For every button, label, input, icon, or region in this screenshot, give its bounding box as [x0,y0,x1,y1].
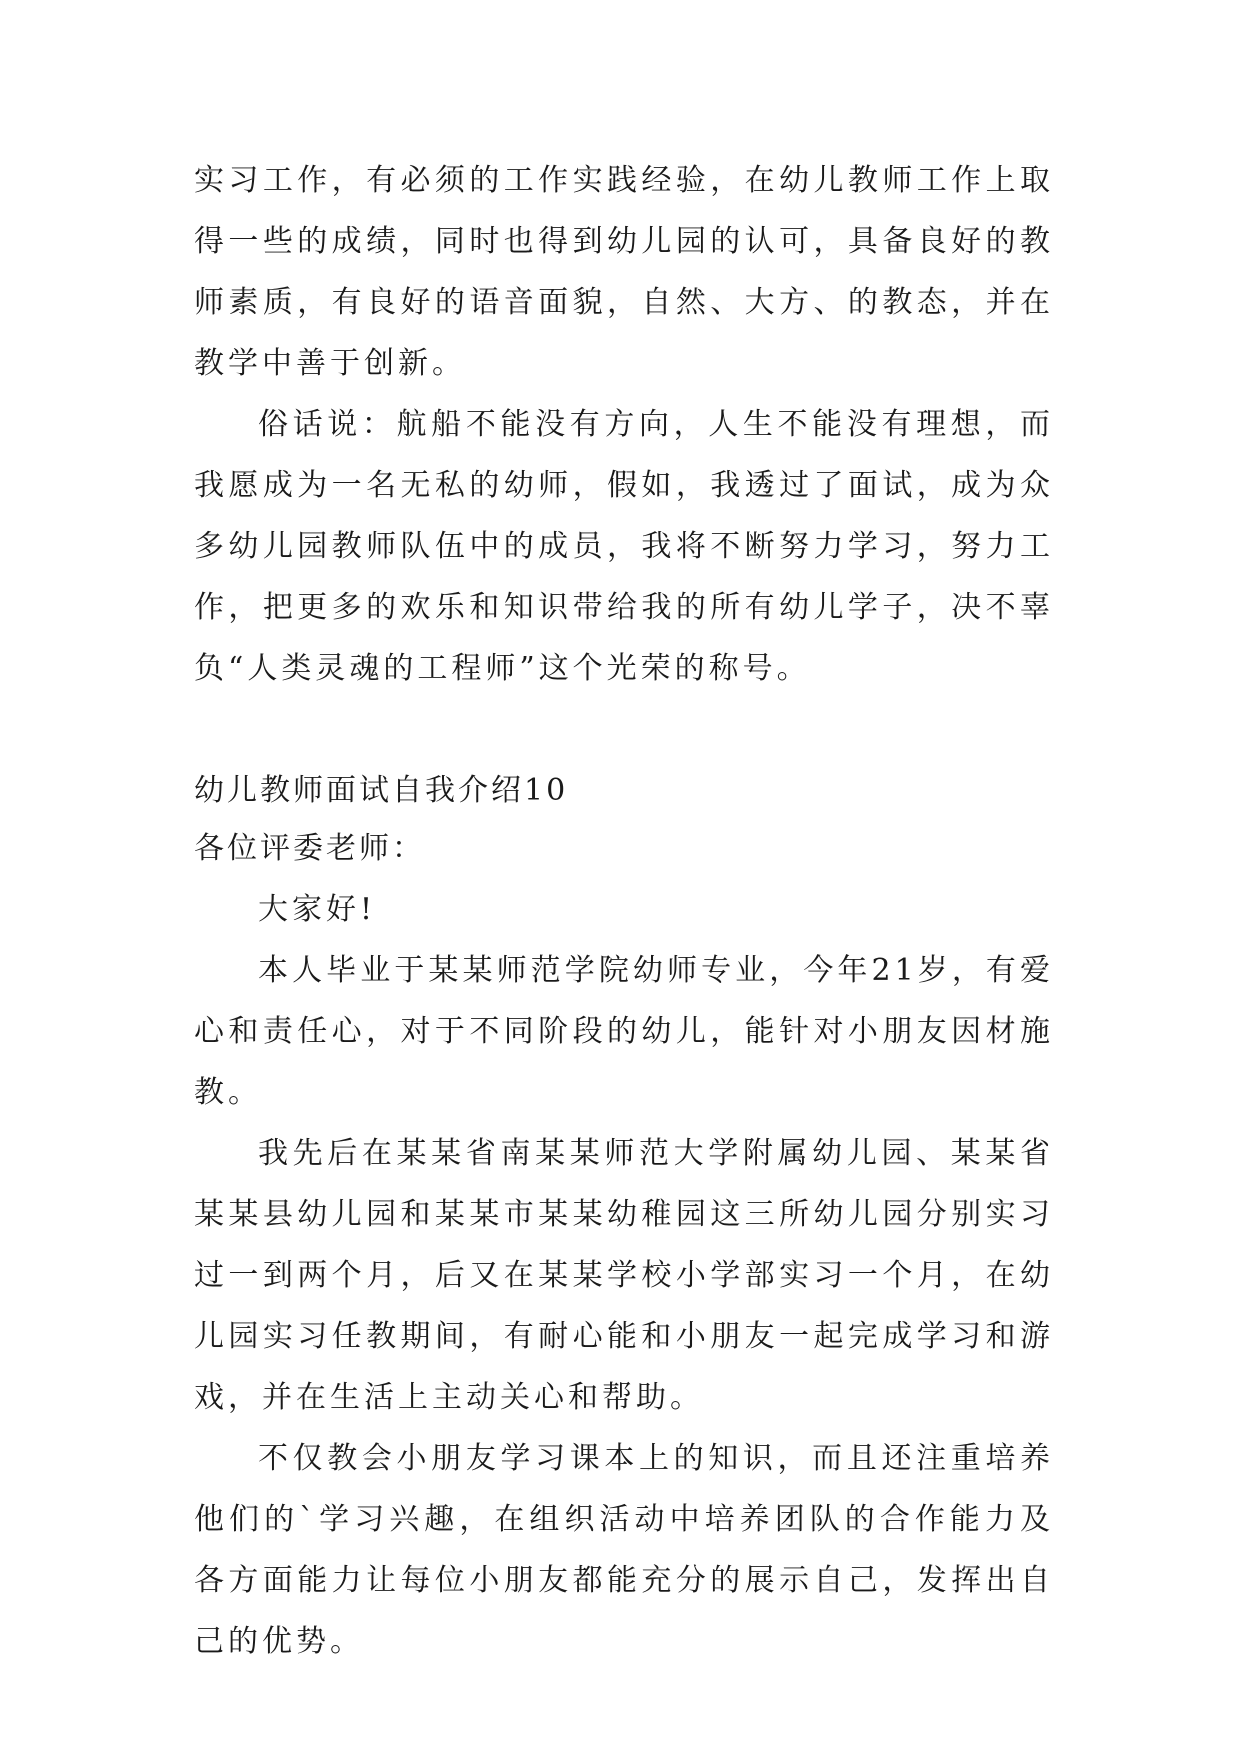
section-title: 幼儿教师面试自我介绍10 [194,773,569,808]
paragraph-teaching: 不仅教会小朋友学习课本上的知识，而且还注重培养他们的`学习兴趣，在组织活动中培养团队的合作能力及各方面能力让每位小朋友都能充分的展示自己，发挥出自己的优势。 [194,1441,1054,1659]
greeting: 大家好! [258,892,377,927]
salutation: 各位评委老师： [194,831,425,866]
section-gap [194,699,1054,763]
document-page [194,150,1054,1672]
paragraph-experience: 我先后在某某省南某某师范大学附属幼儿园、某某省某某县幼儿园和某某市某某幼稚园这三所幼儿园分别实习过一到两个月，后又在某某学校小学部实习一个月，在幼儿园实习任教期间，有耐心能和小朋友一起完成学习和游戏，并在生活上主动关心和帮助。 [194,1136,1054,1415]
paragraph-intro: 本人毕业于某某师范学院幼师专业，今年21岁，有爱心和责任心，对于不同阶段的幼儿，能针对小朋友因材施教。 [194,953,1054,1110]
paragraph-proverb: 俗话说：航船不能没有方向，人生不能没有理想，而我愿成为一名无私的幼师，假如，我透过了面试，成为众多幼儿园教师队伍中的成员，我将不断努力学习，努力工作，把更多的欢乐和知识带给我的所有幼儿学子，决不辜负“人类灵魂的工程师”这个光荣的称号。 [194,407,1054,686]
paragraph-continuation: 实习工作，有必须的工作实践经验，在幼儿教师工作上取得一些的成绩，同时也得到幼儿园的认可，具备良好的教师素质，有良好的语音面貌，自然、大方、的教态，并在教学中善于创新。 [194,163,1054,381]
